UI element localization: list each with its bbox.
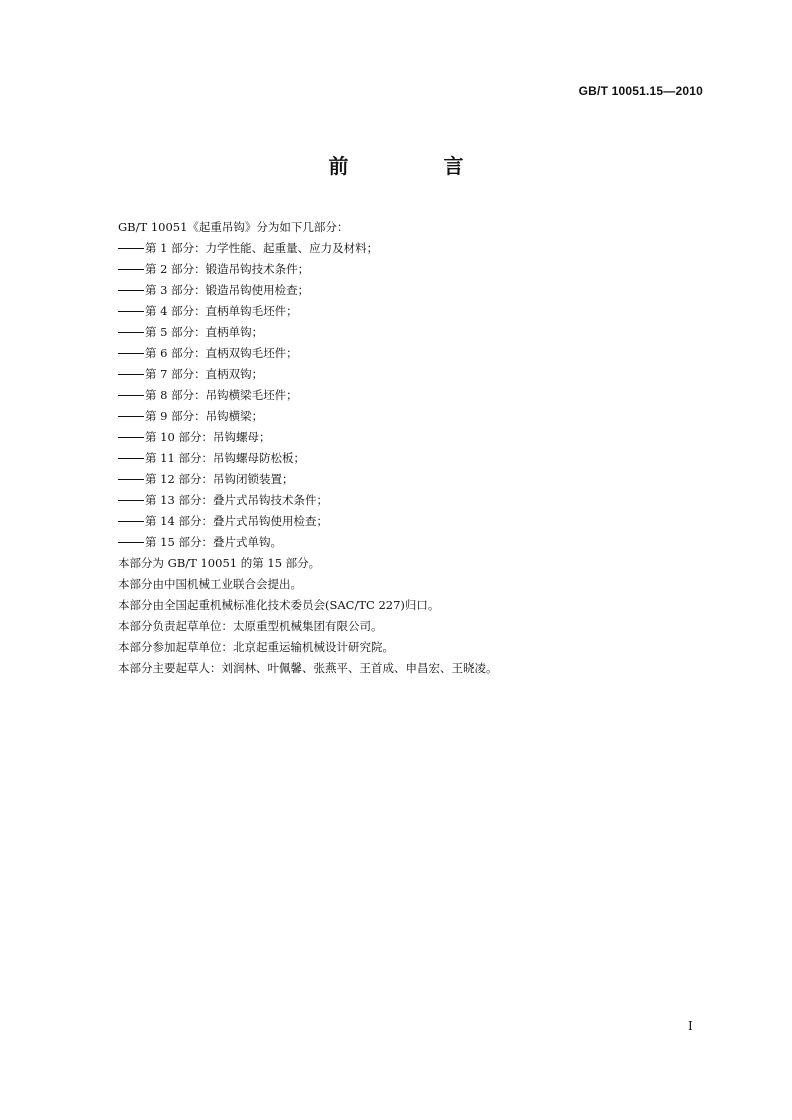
part-label: 第 5 部分：直柄单钩； — [145, 325, 264, 339]
part-item — [118, 469, 698, 490]
part-item — [118, 364, 698, 385]
part-item — [118, 343, 698, 364]
part-item — [118, 322, 698, 343]
part-label: 第 4 部分：直柄单钩毛坯件； — [145, 304, 298, 318]
statement-line: 本部分由中国机械工业联合会提出。 — [118, 577, 302, 591]
statement-line: 本部分负责起草单位：太原重型机械集团有限公司。 — [118, 619, 383, 633]
part-item — [118, 448, 698, 469]
em-dash-icon — [118, 542, 144, 543]
em-dash-icon — [118, 500, 144, 501]
intro-line: GB/T 10051《起重吊钩》分为如下几部分： — [118, 220, 349, 234]
part-label: 第 14 部分：叠片式吊钩使用检查； — [145, 514, 328, 528]
em-dash-icon — [118, 395, 144, 396]
em-dash-icon — [118, 311, 144, 312]
part-item — [118, 301, 698, 322]
part-item — [118, 427, 698, 448]
part-label: 第 10 部分：吊钩螺母； — [145, 430, 271, 444]
em-dash-icon — [118, 437, 144, 438]
foreword-body — [118, 217, 698, 679]
part-item — [118, 385, 698, 406]
em-dash-icon — [118, 521, 144, 522]
em-dash-icon — [118, 479, 144, 480]
em-dash-icon — [118, 269, 144, 270]
em-dash-icon — [118, 374, 144, 375]
page-title: 前 言 — [328, 154, 508, 178]
part-label: 第 9 部分：吊钩横梁； — [145, 409, 264, 423]
part-item — [118, 490, 698, 511]
part-label: 第 11 部分：吊钩螺母防松板； — [145, 451, 305, 465]
part-label: 第 7 部分：直柄双钩； — [145, 367, 264, 381]
part-label: 第 8 部分：吊钩横梁毛坯件； — [145, 388, 298, 402]
part-label: 第 15 部分：叠片式单钩。 — [145, 535, 282, 549]
part-item — [118, 406, 698, 427]
statement-line: 本部分参加起草单位：北京起重运输机械设计研究院。 — [118, 640, 394, 654]
em-dash-icon — [118, 332, 144, 333]
em-dash-icon — [118, 416, 144, 417]
em-dash-icon — [118, 290, 144, 291]
statement-line: 本部分由全国起重机械标准化技术委员会(SAC/TC 227)归口。 — [118, 598, 440, 612]
part-label: 第 12 部分：吊钩闭锁装置； — [145, 472, 294, 486]
standard-code: GB/T 10051.15—2010 — [578, 84, 703, 98]
part-label: 第 13 部分：叠片式吊钩技术条件； — [145, 493, 328, 507]
em-dash-icon — [118, 458, 144, 459]
part-label: 第 6 部分：直柄双钩毛坯件； — [145, 346, 298, 360]
part-item — [118, 511, 698, 532]
part-item — [118, 532, 698, 553]
page-number: I — [688, 1019, 693, 1033]
part-item — [118, 259, 698, 280]
em-dash-icon — [118, 248, 144, 249]
part-label: 第 2 部分：锻造吊钩技术条件； — [145, 262, 310, 276]
statement-line: 本部分为 GB/T 10051 的第 15 部分。 — [118, 556, 321, 570]
part-label: 第 3 部分：锻造吊钩使用检查； — [145, 283, 310, 297]
part-item — [118, 238, 698, 259]
part-label: 第 1 部分：力学性能、起重量、应力及材料； — [145, 241, 379, 255]
statement-line: 本部分主要起草人：刘润林、叶佩馨、张燕平、王首成、申昌宏、王晓凌。 — [118, 661, 498, 675]
em-dash-icon — [118, 353, 144, 354]
part-item — [118, 280, 698, 301]
